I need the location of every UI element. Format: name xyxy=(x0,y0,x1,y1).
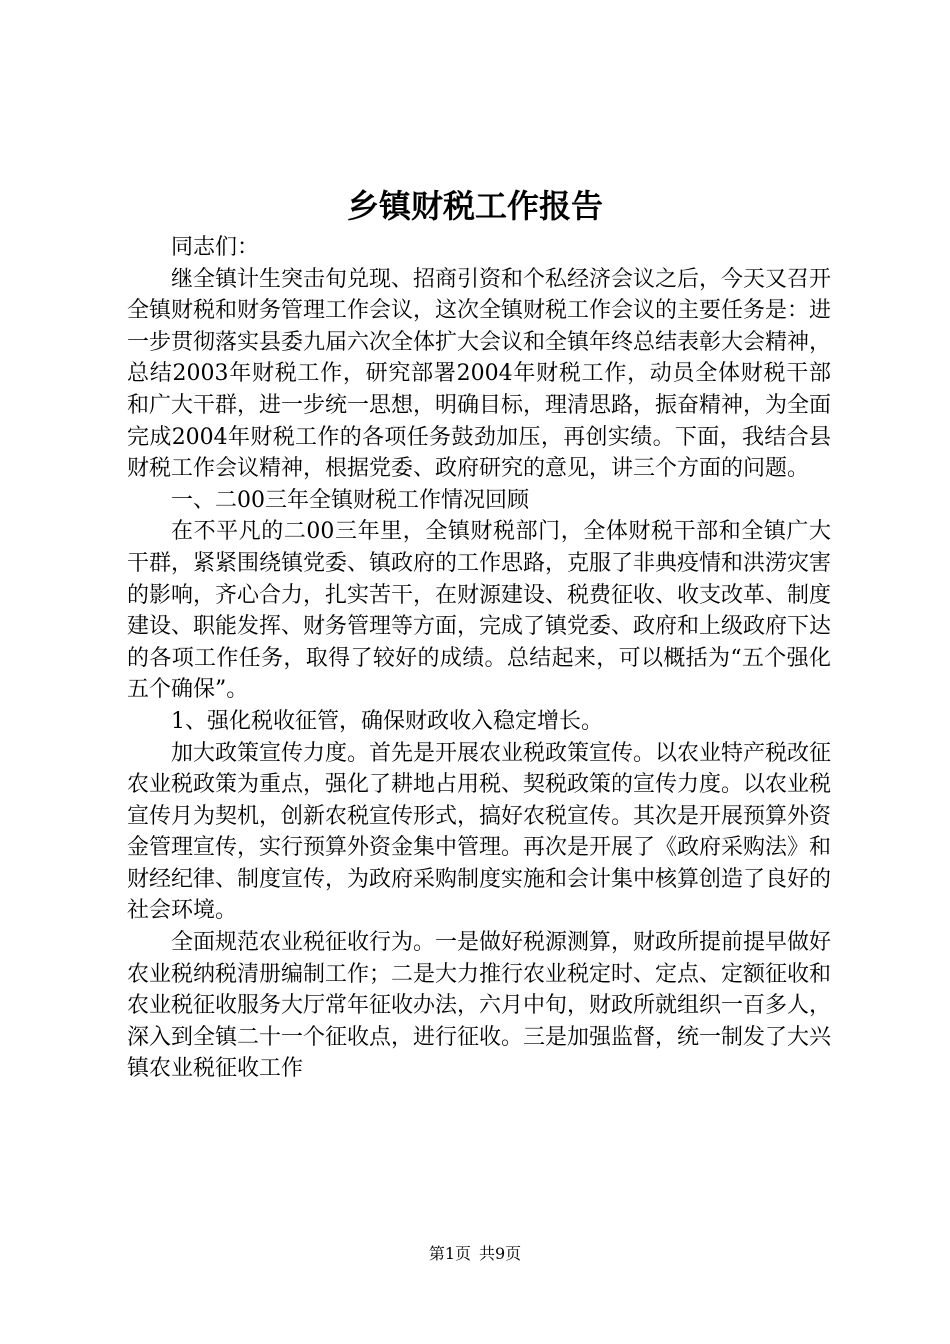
section-heading: 一、二00三年全镇财税工作情况回顾 xyxy=(171,487,529,513)
intro-paragraph: 继全镇计生突击旬兑现、招商引资和个私经济会议之后，今天又召开全镇财税和财务管理工作会议，这次全镇财税工作会议的主要任务是：进一步贯彻落实县委九届六次全体扩大会议和全镇年终总结表彰大会精神，总结2003年财税工作，研究部署2004年财税工作，动员全体财税干部和广大干群，进一步统一思想，明确目标，理清思路，振奋精神，为全面完成2004年财税工作的各项任务鼓劲加压，再创实绩。下面，我结合县财税工作会议精神，根据党委、政府研究的意见，讲三个方面的问题。 xyxy=(127,266,832,482)
page-total: 共9页 xyxy=(479,1244,522,1263)
review-paragraph: 在不平凡的二00三年里，全镇财税部门，全体财税干部和全镇广大干群，紧紧围绕镇党委、镇政府的工作思路，克服了非典疫情和洪涝灾害的影响，齐心合力，扎实苦干，在财源建设、税费征收、收支改革、制度建设、职能发挥、财务管理等方面，完成了镇党委、政府和上级政府下达的各项工作任务，取得了较好的成绩。总结起来，可以概括为“五个强化五个确保”。 xyxy=(127,519,832,703)
salutation-paragraph: 同志们： xyxy=(171,235,260,260)
tax-collection-paragraph: 全面规范农业税征收行为。一是做好税源测算，财政所提前提早做好农业税纳税清册编制工作；二是大力推行农业税定时、定点、定额征收和农业税征收服务大厅常年征收办法，六月中旬，财政所就组织一百多人，深入到全镇二十一个征收点，进行征收。三是加强监督，统一制发了大兴镇农业税征收工作 xyxy=(127,930,832,1082)
policy-paragraph: 加大政策宣传力度。首先是开展农业税政策宣传。以农业特产税改征农业税政策为重点，强化了耕地占用税、契税政策的宣传力度。以农业税宣传月为契机，创新农税宣传形式，搞好农税宣传。其次是开展预算外资金管理宣传，实行预算外资金集中管理。再次是开展了《政府采购法》和财经纪律、制度宣传，为政府采购制度实施和会计集中核算创造了良好的社会环境。 xyxy=(127,740,832,924)
subsection-heading: 1、强化税收征管，确保财政收入稳定增长。 xyxy=(171,708,603,734)
page-number: 第1页 xyxy=(428,1244,471,1263)
document-title: 乡镇财税工作报告 xyxy=(346,187,603,225)
document-body xyxy=(127,232,831,1085)
page-footer xyxy=(0,1243,950,1265)
